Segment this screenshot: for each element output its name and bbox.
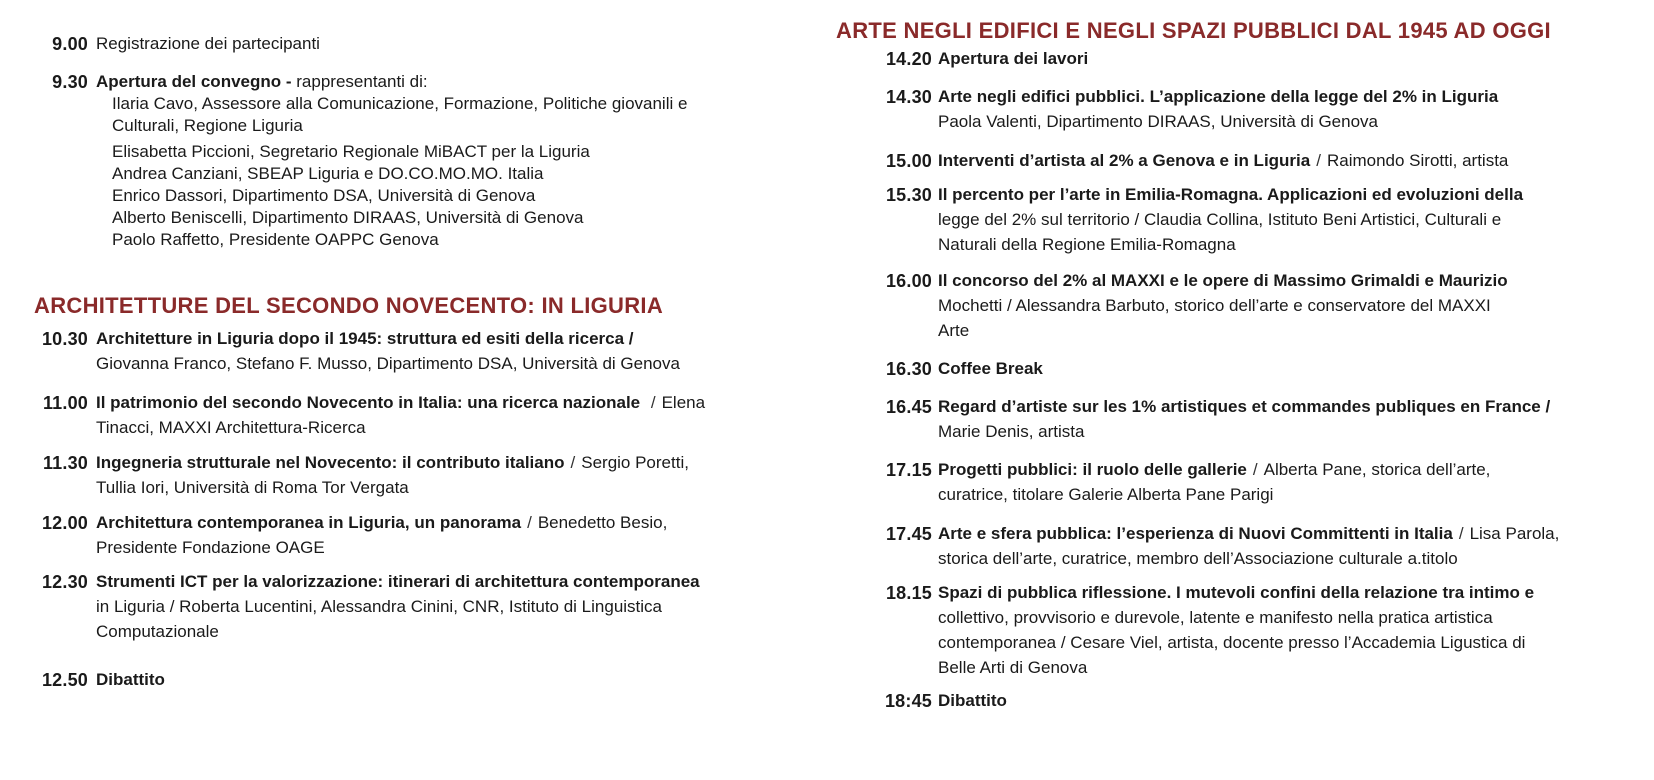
- entry-title: Registrazione dei partecipanti: [96, 34, 320, 53]
- separator: /: [1316, 151, 1321, 170]
- entry-title: Il patrimonio del secondo Novecento in Italia: una ricerca nazionale: [96, 393, 645, 412]
- entry-time: 18.15: [885, 583, 932, 603]
- entry-line: Spazi di pubblica riflessione. I mutevoli confini della relazione tra intimo e: [938, 583, 1535, 602]
- entry-time: 15.30: [885, 185, 932, 205]
- entry-time: 15.00: [885, 151, 932, 171]
- section-title: ARCHITETTURE DEL SECONDO NOVECENTO: IN LIGURIA: [34, 293, 664, 318]
- entry-time: 16.45: [885, 397, 932, 417]
- entry-text: [96, 667, 794, 692]
- entry-title: Interventi d’artista al 2% a Genova e in Liguria: [938, 151, 1311, 170]
- entry-time: 14.30: [885, 87, 932, 107]
- entry-text: [96, 31, 794, 57]
- entry-line: contemporanea / Cesare Viel, artista, docente presso l’Accademia Ligustica di: [938, 633, 1526, 652]
- entry-title: Progetti pubblici: il ruolo delle gallerie: [938, 460, 1247, 479]
- entry-time: 12.50: [41, 670, 88, 690]
- entry-text: [96, 69, 794, 95]
- entry-suffix: rappresentanti di:: [296, 72, 428, 91]
- entry-line: [96, 390, 794, 415]
- entry-line: collettivo, provvisorio e durevole, latente e manifesto nella pratica artistica: [938, 608, 1493, 627]
- entry-line: Il concorso del 2% al MAXXI e le opere di Massimo Grimaldi e Maurizio: [938, 271, 1508, 290]
- entry-text: [96, 510, 794, 560]
- representative: Andrea Canziani, SBEAP Liguria e DO.CO.MO.MO. Italia: [112, 164, 544, 183]
- entry-text: [938, 580, 1636, 680]
- separator: /: [1252, 460, 1258, 479]
- separator: /: [527, 513, 532, 532]
- representative: Alberto Beniscelli, Dipartimento DIRAAS, Università di Genova: [112, 208, 584, 227]
- entry-text: [938, 268, 1636, 343]
- entry-speakers: Benedetto Besio,: [537, 513, 668, 532]
- entry-line: [938, 521, 1636, 546]
- entry-line: Dibattito: [938, 691, 1007, 710]
- entry-text: [938, 182, 1636, 257]
- entry-text: [96, 326, 794, 376]
- entry-line: [938, 457, 1636, 482]
- entry-title: Architettura contemporanea in Liguria, un panorama: [96, 513, 522, 532]
- entry-line: Mochetti / Alessandra Barbuto, storico dell’arte e conservatore del MAXXI: [938, 296, 1491, 315]
- entry-speakers: Lisa Parola,: [1469, 524, 1560, 543]
- entry-line: in Liguria / Roberta Lucentini, Alessandra Cinini, CNR, Istituto di Linguistica: [96, 597, 663, 616]
- entry-line: Arte negli edifici pubblici. L’applicazione della legge del 2% in Liguria: [938, 87, 1499, 106]
- entry-time: 9.00: [52, 34, 88, 54]
- entry-time: 14.20: [885, 49, 932, 69]
- entry-line: Dibattito: [96, 670, 165, 689]
- entry-title: Arte e sfera pubblica: l’esperienza di Nuovi Committenti in Italia: [938, 524, 1453, 543]
- entry-line: Tinacci, MAXXI Architettura-Ricerca: [96, 418, 366, 437]
- entry-line: Presidente Fondazione OAGE: [96, 538, 325, 557]
- entry-speakers: Elena: [661, 393, 706, 412]
- entry-time: 18:45: [884, 691, 932, 711]
- entry-text: [938, 394, 1636, 444]
- entry-text: [938, 521, 1636, 571]
- entry-line: Naturali della Regione Emilia-Romagna: [938, 235, 1236, 254]
- entry-line: Apertura dei lavori: [938, 49, 1089, 68]
- entry-line: Strumenti ICT per la valorizzazione: itinerari di architettura contemporanea: [96, 572, 700, 591]
- entry-line: Regard d’artiste sur les 1% artistiques et commandes publiques en France /: [938, 397, 1551, 416]
- entry-line: legge del 2% sul territorio / Claudia Collina, Istituto Beni Artistici, Culturali e: [938, 210, 1502, 229]
- entry-text: [96, 450, 794, 500]
- entry-line: Arte: [938, 321, 970, 340]
- entry-line: Computazionale: [96, 622, 219, 641]
- entry-line: [938, 148, 1636, 173]
- entry-speakers: Alberta Pane, storica dell’arte,: [1263, 460, 1491, 479]
- entry-title: Apertura del convegno -: [96, 72, 292, 91]
- entry-line: Marie Denis, artista: [938, 422, 1085, 441]
- representatives-list: [112, 141, 794, 251]
- entry-line: Tullia Iori, Università di Roma Tor Vergata: [96, 478, 409, 497]
- entry-text: [938, 46, 1636, 71]
- entry-time: 11.30: [42, 453, 88, 473]
- entry-text: [938, 688, 1636, 713]
- entry-line: Paola Valenti, Dipartimento DIRAAS, Università di Genova: [938, 112, 1378, 131]
- entry-speakers: Raimondo Sirotti, artista: [1326, 151, 1509, 170]
- entry-line: Il percento per l’arte in Emilia-Romagna. Applicazioni ed evoluzioni della: [938, 185, 1524, 204]
- representative: Elisabetta Piccioni, Segretario Regionale MiBACT per la Liguria: [112, 142, 590, 161]
- representative: Ilaria Cavo, Assessore alla Comunicazione, Formazione, Politiche giovanili e: [112, 94, 688, 113]
- entry-line: Giovanna Franco, Stefano F. Musso, Dipartimento DSA, Università di Genova: [96, 354, 680, 373]
- entry-text: [938, 356, 1636, 381]
- entry-title: Ingegneria strutturale nel Novecento: il contributo italiano: [96, 453, 565, 472]
- entry-time: 12.30: [41, 572, 88, 592]
- separator: /: [570, 453, 576, 472]
- representatives-list: [112, 93, 794, 137]
- entry-time: 16.00: [885, 271, 932, 291]
- entry-line: storica dell’arte, curatrice, membro dell’Associazione culturale a.titolo: [938, 549, 1458, 568]
- entry-line: Architetture in Liguria dopo il 1945: struttura ed esiti della ricerca /: [96, 329, 634, 348]
- representative: Culturali, Regione Liguria: [112, 116, 303, 135]
- entry-time: 10.30: [41, 329, 88, 349]
- entry-time: 11.00: [42, 393, 88, 413]
- entry-line: Coffee Break: [938, 359, 1043, 378]
- representative: Paolo Raffetto, Presidente OAPPC Genova: [112, 230, 439, 249]
- entry-line: [96, 450, 794, 475]
- entry-time: 12.00: [41, 513, 88, 533]
- entry-text: [938, 148, 1636, 173]
- entry-speakers: Sergio Poretti,: [581, 453, 689, 472]
- entry-text: [96, 390, 794, 440]
- entry-line: curatrice, titolare Galerie Alberta Pane Parigi: [938, 485, 1274, 504]
- separator: /: [1458, 524, 1464, 543]
- separator: /: [650, 393, 656, 412]
- entry-time: 17.15: [885, 460, 932, 480]
- entry-text: [938, 457, 1636, 507]
- entry-line: Belle Arti di Genova: [938, 658, 1088, 677]
- section-title: ARTE NEGLI EDIFICI E NEGLI SPAZI PUBBLICI DAL 1945 AD OGGI: [836, 18, 1551, 43]
- entry-text: [938, 84, 1636, 134]
- entry-line: [96, 510, 794, 535]
- entry-time: 17.45: [885, 524, 932, 544]
- entry-time: 9.30: [52, 72, 88, 92]
- entry-text: [96, 569, 794, 644]
- representative: Enrico Dassori, Dipartimento DSA, Università di Genova: [112, 186, 536, 205]
- entry-time: 16.30: [885, 359, 932, 379]
